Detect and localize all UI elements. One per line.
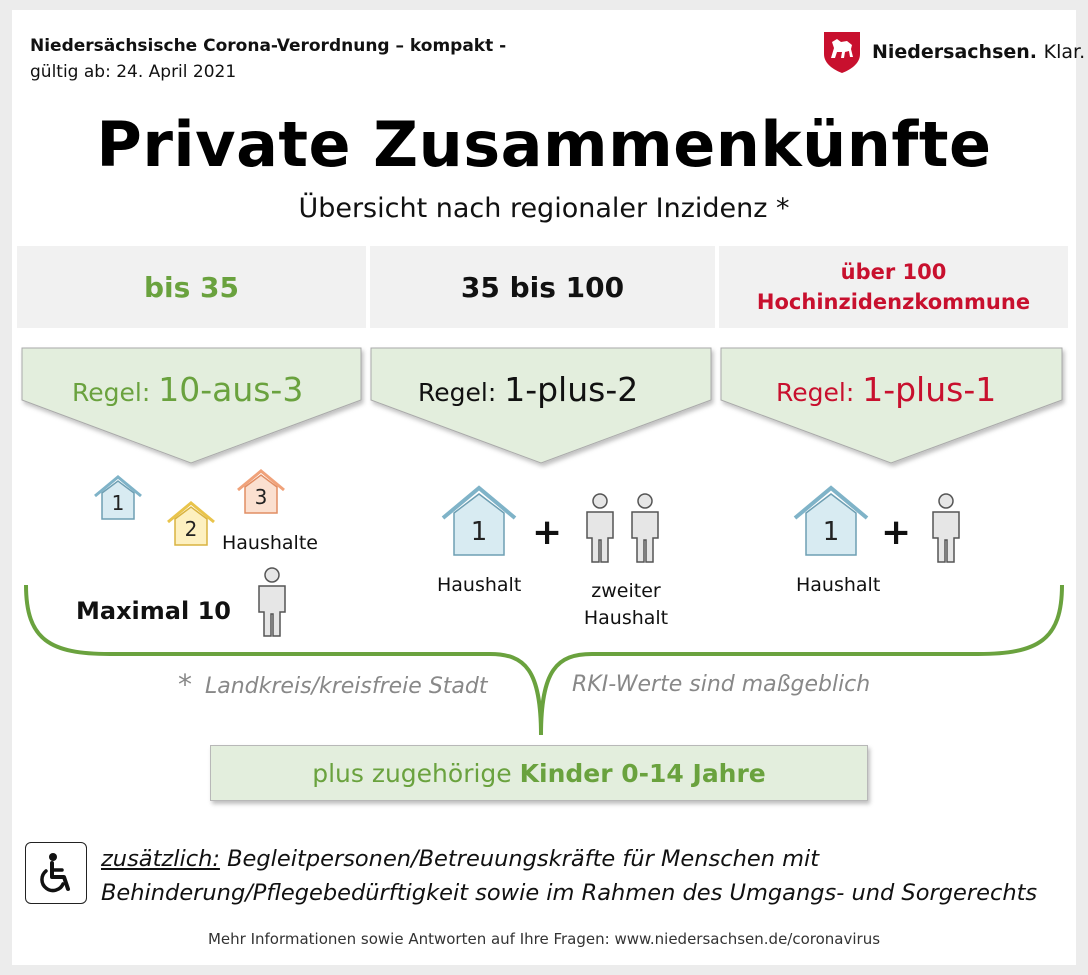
additional-lead: zusätzlich: — [101, 846, 220, 872]
plus-sign-high: + — [881, 512, 912, 553]
rule-mid-value: 1-plus-2 — [504, 370, 639, 409]
person-icon-mid-1 — [580, 492, 620, 564]
household-label-high: Haushalt — [796, 574, 881, 596]
house-icon-2 — [163, 500, 219, 548]
incidence-header-low: bis 35 — [17, 246, 366, 328]
children-box — [210, 745, 868, 801]
rule-low — [72, 370, 303, 409]
house-number-2: 2 — [184, 517, 198, 541]
second-household-line2: Haushalt — [583, 606, 669, 629]
niedersachsen-logo — [822, 30, 1085, 74]
green-brace — [0, 580, 1088, 740]
children-age-range: Kinder 0-14 Jahre — [519, 758, 766, 788]
logo-suffix: Klar. — [1043, 41, 1086, 63]
logo-brand: Niedersachsen. — [872, 41, 1038, 63]
note-district: Landkreis/kreisfreie Stadt — [205, 674, 488, 699]
additional-line1: Begleitpersonen/Betreuungskräfte für Menschen mit — [219, 846, 820, 872]
rule-low-value: 10-aus-3 — [158, 370, 304, 409]
incidence-header-high-line2: Hochinzidenzkommune — [756, 290, 1031, 314]
header-valid-date: gültig ab: 24. April 2021 — [30, 62, 237, 82]
page-title: Private Zusammenkünfte — [96, 108, 992, 181]
rule-high — [776, 370, 996, 409]
house-number-1: 1 — [111, 491, 125, 515]
additional-persons-text — [101, 843, 1037, 911]
rule-mid-prefix: Regel: — [418, 378, 497, 407]
incidence-header-high — [719, 246, 1068, 328]
additional-line2: Behinderung/Pflegebedürftigkeit sowie im Rahmen des Umgangs- und Sorgerechts — [101, 879, 1038, 906]
second-household-line1: zweiter — [591, 580, 661, 602]
person-icon-high — [926, 492, 966, 564]
house-icon-1 — [90, 474, 146, 522]
house-number-high: 1 — [822, 517, 840, 547]
maximum-persons-label: Maximal 10 — [76, 597, 231, 625]
footer-info: Mehr Informationen sowie Antworten auf Ihre Fragen: www.niedersachsen.de/coronavirus — [207, 930, 881, 948]
house-icon-household-mid — [438, 484, 520, 558]
incidence-header-mid: 35 bis 100 — [370, 246, 715, 328]
rule-mid — [418, 370, 638, 409]
coat-of-arms-icon — [822, 30, 862, 74]
header-title: Niedersächsische Corona-Verordnung – kompakt - — [30, 36, 507, 56]
children-prefix: plus zugehörige — [312, 758, 512, 788]
asterisk-note-mark: * — [178, 668, 192, 701]
person-icon-mid-2 — [625, 492, 665, 564]
house-icon-household-high — [790, 484, 872, 558]
house-number-mid: 1 — [470, 517, 488, 547]
plus-sign-mid: + — [532, 512, 563, 553]
rule-high-prefix: Regel: — [776, 378, 855, 407]
rule-high-value: 1-plus-1 — [862, 370, 997, 409]
note-rki: RKI-Werte sind maßgeblich — [572, 672, 871, 697]
house-icon-3 — [233, 468, 289, 516]
rule-low-prefix: Regel: — [72, 378, 151, 407]
incidence-header-high-line1: über 100 — [840, 259, 947, 284]
households-label: Haushalte — [222, 532, 318, 554]
house-number-3: 3 — [254, 485, 268, 509]
accessibility-box — [25, 842, 87, 904]
page-subtitle: Übersicht nach regionaler Inzidenz * — [298, 193, 790, 224]
household-label-mid: Haushalt — [437, 574, 522, 596]
wheelchair-icon — [34, 851, 78, 895]
